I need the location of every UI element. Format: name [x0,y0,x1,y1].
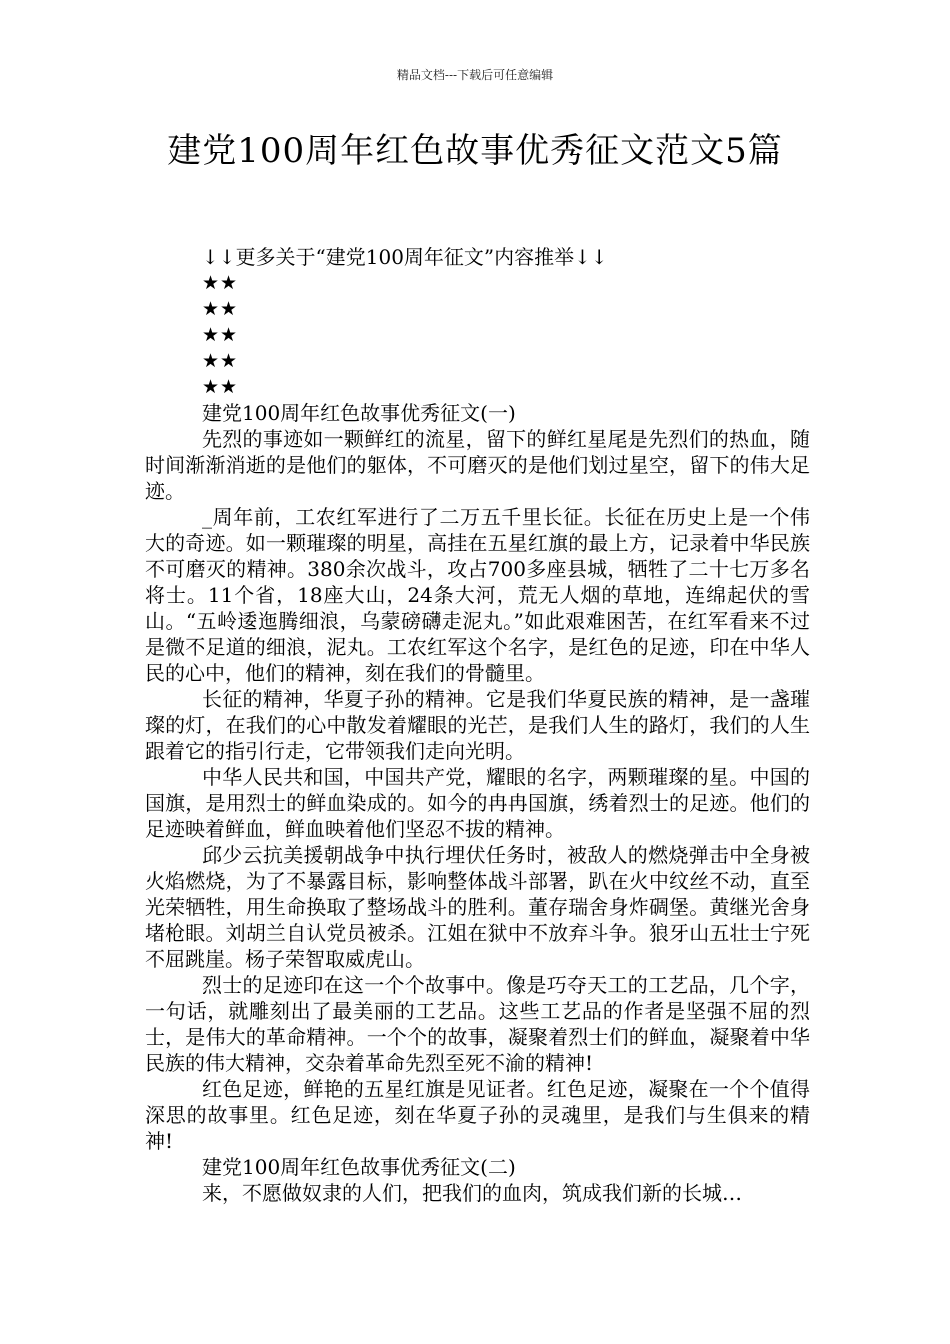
paragraph: 中华人民共和国，中国共产党，耀眼的名字，两颗璀璨的星。中国的国旗，是用烈士的鲜血染成的。如今的冉冉国旗，绣着烈士的足迹。他们的足迹映着鲜血，鲜血映着他们坚忍不拔的精神。 [145,765,810,841]
section-title-1: 建党100周年红色故事优秀征文(一) [202,401,516,425]
star-row: ★★ [202,298,239,320]
paragraph: 长征的精神，华夏子孙的精神。它是我们华夏民族的精神，是一盏璀璨的灯，在我们的心中散发着耀眼的光芒，是我们人生的路灯，我们的人生跟着它的指引行走，它带领我们走向光明。 [145,687,810,763]
star-row: ★★ [202,350,239,372]
paragraph: 先烈的事迹如一颗鲜红的流星，留下的鲜红星尾是先烈们的热血，随时间渐渐消逝的是他们的躯体，不可磨灭的是他们划过星空，留下的伟大足迹。 [145,427,810,503]
star-row: ★★ [202,272,239,294]
paragraph-last: 来，不愿做奴隶的人们，把我们的血肉，筑成我们新的长城… [202,1181,742,1205]
document-title: 建党100周年红色故事优秀征文范文5篇 [167,131,783,171]
document-body [145,244,810,1206]
paragraph: _周年前，工农红军进行了二万五千里长征。长征在历史上是一个伟大的奇迹。如一颗璀璨的明星，高挂在五星红旗的最上方，记录着中华民族不可磨灭的精神。380余次战斗，攻占700多座县城，牺牲了二十七万多名将士。11个省，18座大山，24条大河，荒无人烟的草地，连绵起伏的雪山。“五岭逶迤腾细浪，乌蒙磅礴走泥丸。”如此艰难困苦，在红军看来不过是微不足道的细浪，泥丸。工农红军这个名字，是红色的足迹，印在中华人民的心中，他们的精神，刻在我们的骨髓里。 [145,505,810,685]
paragraph: 红色足迹，鲜艳的五星红旗是见证者。红色足迹，凝聚在一个个值得深思的故事里。红色足迹，刻在华夏子孙的灵魂里，是我们与生俱来的精神! [145,1077,810,1153]
section-title-2: 建党100周年红色故事优秀征文(二) [202,1155,516,1179]
paragraph: 烈士的足迹印在这一个个故事中。像是巧夺天工的工艺品，几个字，一句话，就雕刻出了最美丽的工艺品。这些工艺品的作者是坚强不屈的烈士，是伟大的革命精神。一个个的故事，凝聚着烈士们的鲜血，凝聚着中华民族的伟大精神，交杂着革命先烈至死不渝的精神! [145,973,810,1075]
star-row: ★★ [202,324,239,346]
paragraph: 邱少云抗美援朝战争中执行埋伏任务时，被敌人的燃烧弹击中全身被火焰燃烧，为了不暴露目标，影响整体战斗部署，趴在火中纹丝不动，直至光荣牺牲，用生命换取了整场战斗的胜利。董存瑞舍身炸碉堡。黄继光舍身堵枪眼。刘胡兰自认党员被杀。江姐在狱中不放弃斗争。狼牙山五壮士宁死不屈跳崖。杨子荣智取威虎山。 [145,843,810,971]
page-header: 精品文档---下载后可任意编辑 [396,68,554,82]
recommend-line: ↓↓更多关于“建党100周年征文”内容推举↓↓ [202,245,608,269]
star-row: ★★ [202,376,239,398]
